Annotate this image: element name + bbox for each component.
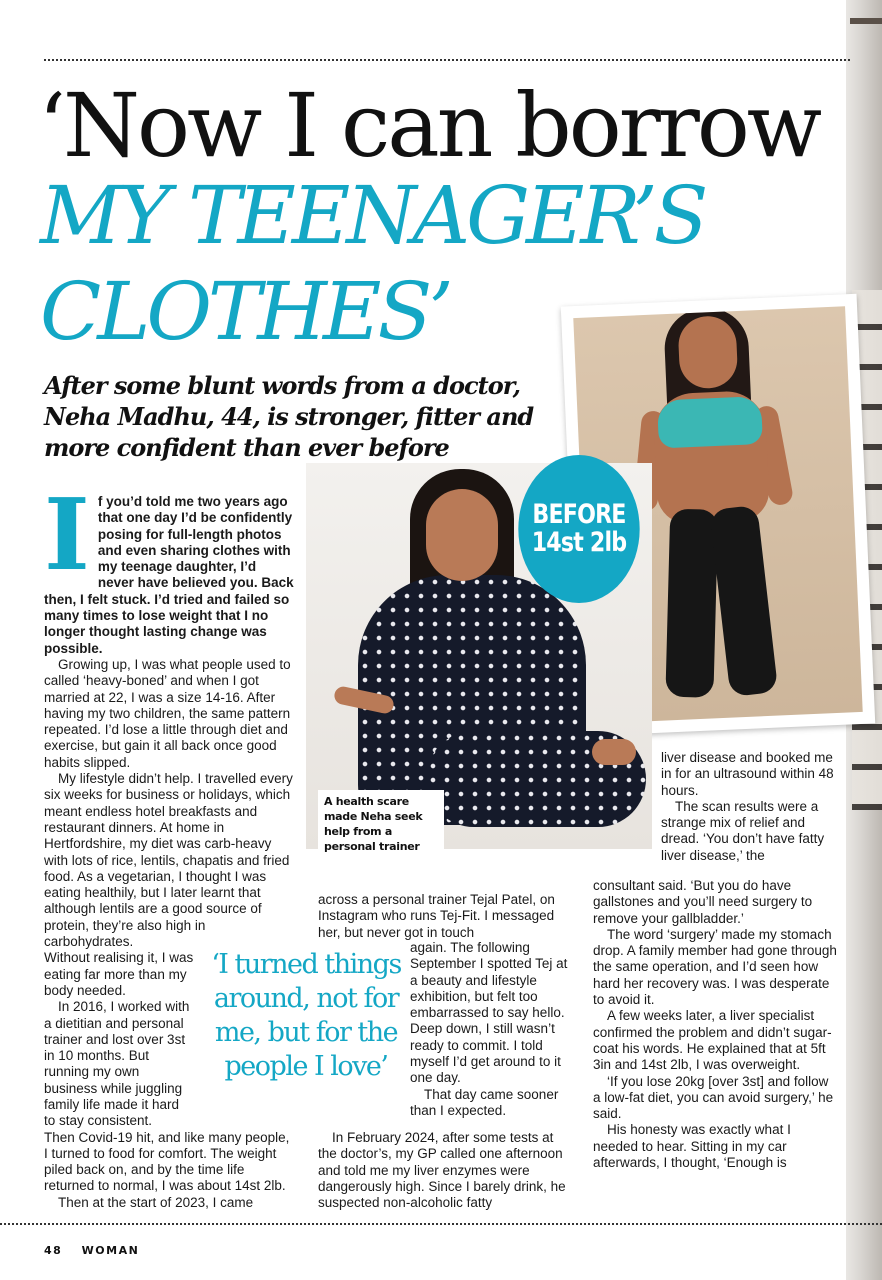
body-paragraph: His honesty was exactly what I needed to hear. Sitting in my car afterwards, I thought, ‘Enough is bbox=[593, 1122, 791, 1171]
body-paragraph: In 2016, I worked with a dietitian and personal trainer and lost over 3st in 10 months. But running my own business while juggling family life made it hard to stay consistent. bbox=[44, 999, 190, 1129]
body-paragraph: Then Covid-19 hit, and like many people, I turned to food for comfort. The weight piled back on, and by the time life returned to normal, I was about 14st 2lb. bbox=[44, 1129, 290, 1194]
body-paragraph: In February 2024, after some tests at the doctor’s, my GP called one afternoon and told me my liver enzymes were dangerously high. Since I barely drink, he suspected non-alcoholic fatty bbox=[318, 1130, 566, 1211]
body-paragraph: liver disease and booked me in for an ultrasound within 48 hours. bbox=[661, 750, 834, 798]
body-paragraph: A few weeks later, a liver specialist confirmed the problem and didn’t sugar-coat his words. He explained that at 5ft 3in and 14st 2lb, I was overweight. bbox=[593, 1008, 832, 1073]
badge-line-1: BEFORE bbox=[532, 499, 626, 530]
body-paragraph: across a personal trainer Tejal Patel, on Instagram who runs Tej-Fit. I messaged her, but never got in touch bbox=[318, 892, 555, 940]
body-paragraph: My lifestyle didn’t help. I travelled every six weeks for business or holidays, which meant endless hotel breakfasts and restaurant dinners. At home in Hertfordshire, my diet was carb-heavy with lots of rice, lentils, chapatis and fried food. As a vegetarian, I thought I was eating healthily, but I later learnt that although lentils are a good source of protein, they’re also high in carbohydrates. bbox=[44, 771, 293, 950]
body-paragraph: consultant said. ‘But you do have gallstones and you’ll need surgery to remove your gallbladder.’ bbox=[593, 878, 813, 926]
body-column-3 bbox=[593, 878, 838, 1171]
before-weight-badge bbox=[518, 455, 639, 603]
top-dotted-rule bbox=[44, 59, 850, 61]
magazine-name: WOMAN bbox=[81, 1244, 140, 1257]
body-column-2-bottom bbox=[318, 1130, 573, 1211]
badge-line-2: 14st 2lb bbox=[531, 527, 627, 558]
body-paragraph: That day came sooner than I expected. bbox=[410, 1086, 559, 1118]
body-paragraph: Without realising it, I was eating far more than my body needed. bbox=[44, 950, 194, 998]
headline-line-3: CLOTHES’ bbox=[40, 265, 450, 358]
headline-line-1: ‘Now I can borrow bbox=[38, 74, 820, 177]
body-paragraph: The word ‘surgery’ made my stomach drop. A family member had gone through the same operation, and I’d seen how hard her recovery was. I was desperate to avoid it. bbox=[593, 926, 837, 1008]
lead-paragraph: If you’d told me two years ago that one day I’d be confidently posing for full-length photos and even sharing clothes with my teenage daughter, I’d never have believed you. Back then, I felt stuck. I’d tried and failed so many times to lose weight that I no longer thought lasting change was possible. bbox=[44, 478, 294, 656]
headline-line-2: MY TEENAGER’S bbox=[40, 169, 705, 262]
page-number: 48 bbox=[44, 1244, 63, 1257]
body-column-3-top bbox=[661, 750, 836, 864]
photo-caption: A health scare made Neha seek help from a personal trainer bbox=[318, 790, 444, 858]
body-paragraph: Then at the start of 2023, I came bbox=[58, 1194, 254, 1210]
body-paragraph: The scan results were a strange mix of relief and dread. ‘You don’t have fatty liver disease,’ the bbox=[661, 798, 825, 863]
drop-cap: I bbox=[44, 478, 90, 593]
body-paragraph: again. The following September I spotted Tej at a beauty and lifestyle exhibition, but felt too embarrassed to say hello. Deep down, I still wasn’t ready to commit. I told myself I’d get around to it one day. bbox=[410, 940, 568, 1086]
body-column-2-top bbox=[318, 892, 573, 941]
body-column-1 bbox=[44, 478, 294, 1211]
standfirst: After some blunt words from a doctor, Neha Madhu, 44, is stronger, fitter and more confident than ever before bbox=[44, 371, 534, 462]
folio bbox=[44, 1244, 153, 1257]
body-paragraph: ‘If you lose 20kg [over 3st] and follow a low-fat diet, you can avoid surgery,’ he said. bbox=[593, 1073, 834, 1122]
bottom-dotted-rule bbox=[0, 1223, 882, 1225]
body-paragraph: Growing up, I was what people used to called ‘heavy-boned’ and when I got married at 22, I was a size 14-16. After having my two children, the same pattern repeated. I’d lose a little through diet and exercise, but gain it all back once good habits slipped. bbox=[44, 656, 291, 770]
pull-quote: ‘I turned things around, not for me, but for the people I love’ bbox=[211, 949, 401, 1082]
body-column-2-mid bbox=[410, 940, 574, 1119]
